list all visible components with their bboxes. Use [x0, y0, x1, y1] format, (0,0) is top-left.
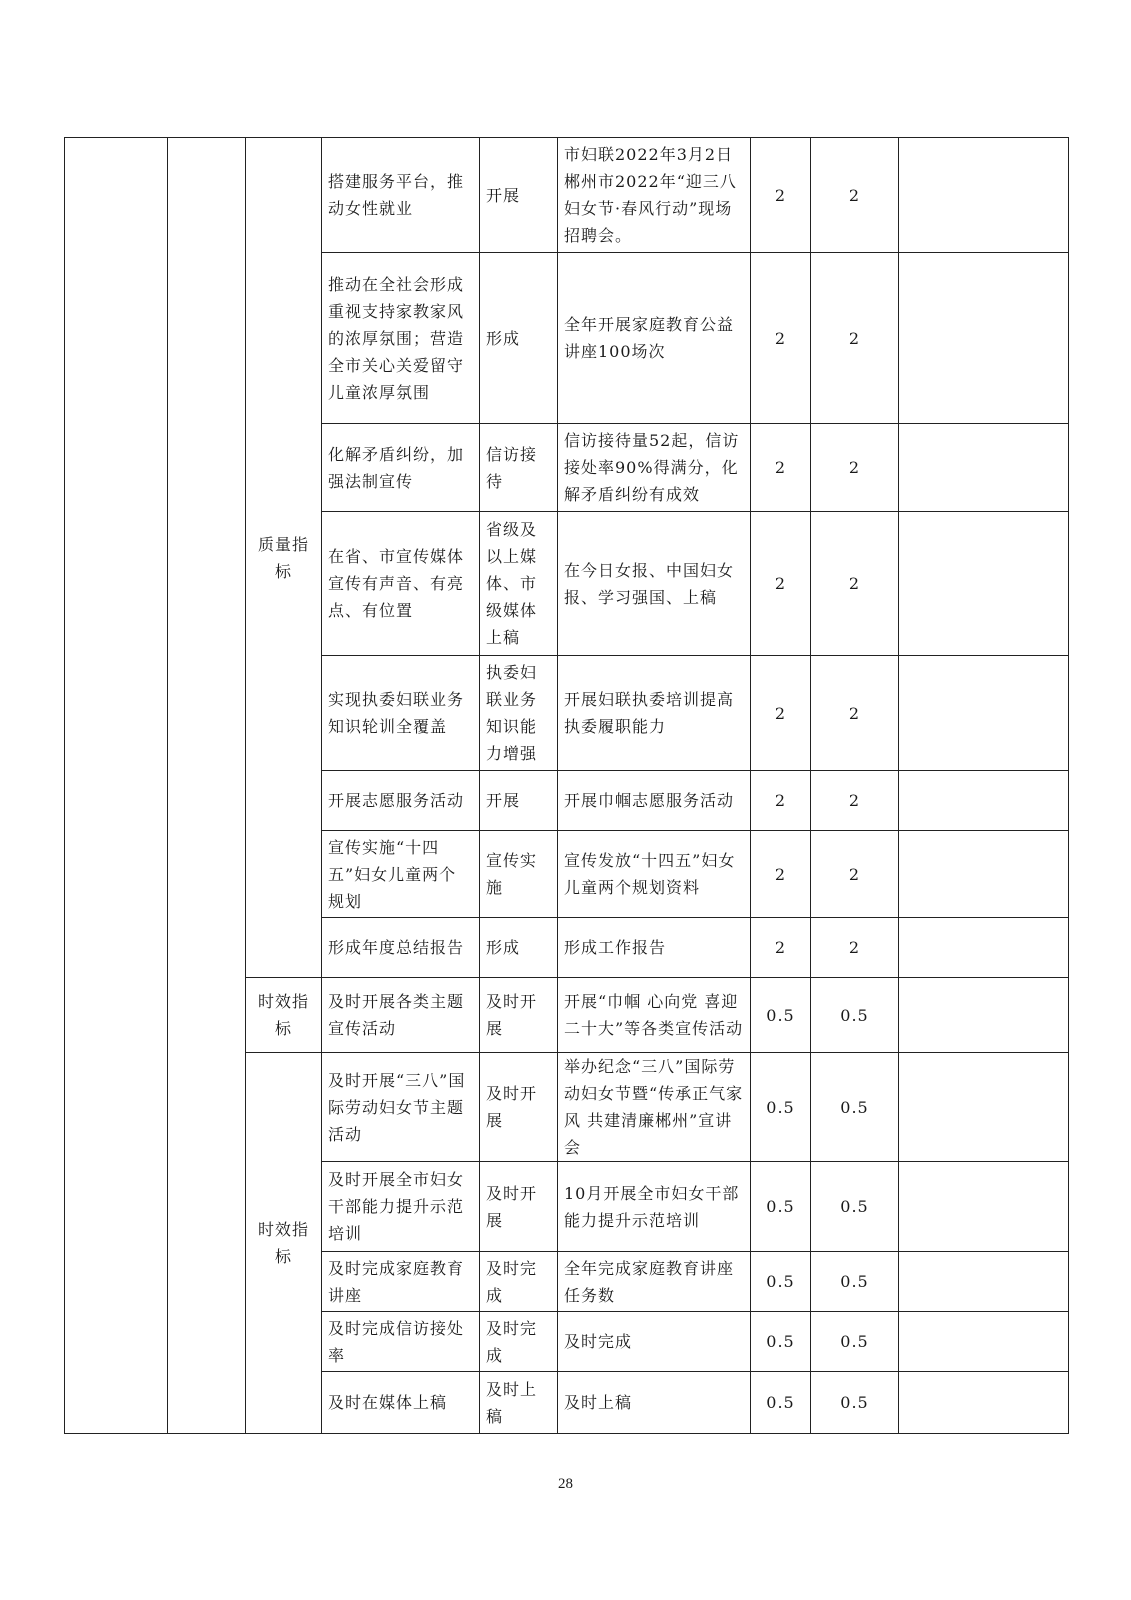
metric-cell: 执委妇联业务知识能力增强: [480, 656, 558, 771]
score-cell: 0.5: [811, 1053, 899, 1162]
score-cell: 2: [811, 918, 899, 978]
note-cell: [899, 138, 1069, 253]
target-cell: 在今日女报、中国妇女报、学习强国、上稿: [558, 512, 751, 656]
indicator-cell: 化解矛盾纠纷，加强法制宣传: [322, 424, 480, 512]
note-cell: [899, 771, 1069, 831]
target-cell: 开展巾帼志愿服务活动: [558, 771, 751, 831]
indicator-cell: 及时完成信访接处率: [322, 1312, 480, 1372]
indicator-cell: 宣传实施“十四五”妇女儿童两个规划: [322, 831, 480, 918]
score-cell: 0.5: [811, 1372, 899, 1434]
category-cell: 时效指标: [246, 1053, 322, 1434]
target-cell: 市妇联2022年3月2日郴州市2022年“迎三八妇女节·春风行动”现场招聘会。: [558, 138, 751, 253]
score-cell: 0.5: [811, 1162, 899, 1252]
metric-cell: 及时开展: [480, 1053, 558, 1162]
table-row: [65, 138, 1069, 253]
weight-cell: 0.5: [751, 1162, 811, 1252]
target-cell: 及时完成: [558, 1312, 751, 1372]
metric-cell: 及时开展: [480, 1162, 558, 1252]
score-cell: 2: [811, 831, 899, 918]
indicator-cell: 推动在全社会形成重视支持家教家风的浓厚氛围；营造全市关心关爱留守儿童浓厚氛围: [322, 253, 480, 424]
indicator-cell: 及时完成家庭教育讲座: [322, 1252, 480, 1312]
target-cell: 宣传发放“十四五”妇女儿童两个规划资料: [558, 831, 751, 918]
indicator-cell: 及时开展全市妇女干部能力提升示范培训: [322, 1162, 480, 1252]
indicator-cell: 及时开展各类主题宣传活动: [322, 978, 480, 1053]
level1-cell: [65, 138, 168, 1434]
weight-cell: 2: [751, 771, 811, 831]
target-cell: 及时上稿: [558, 1372, 751, 1434]
target-cell: 10月开展全市妇女干部能力提升示范培训: [558, 1162, 751, 1252]
target-cell: 开展“巾帼 心向党 喜迎二十大”等各类宣传活动: [558, 978, 751, 1053]
target-cell: 全年开展家庭教育公益讲座100场次: [558, 253, 751, 424]
weight-cell: 0.5: [751, 1312, 811, 1372]
note-cell: [899, 656, 1069, 771]
note-cell: [899, 1053, 1069, 1162]
note-cell: [899, 978, 1069, 1053]
weight-cell: 2: [751, 512, 811, 656]
note-cell: [899, 424, 1069, 512]
category-cell: 质量指标: [246, 138, 322, 978]
weight-cell: 0.5: [751, 1252, 811, 1312]
metric-cell: 及时完成: [480, 1252, 558, 1312]
metric-cell: 及时开展: [480, 978, 558, 1053]
metric-cell: 开展: [480, 138, 558, 253]
score-cell: 2: [811, 253, 899, 424]
weight-cell: 2: [751, 253, 811, 424]
weight-cell: 2: [751, 424, 811, 512]
metric-cell: 开展: [480, 771, 558, 831]
metric-cell: 形成: [480, 918, 558, 978]
target-cell: 全年完成家庭教育讲座任务数: [558, 1252, 751, 1312]
score-cell: 2: [811, 138, 899, 253]
score-cell: 0.5: [811, 1252, 899, 1312]
indicator-cell: 在省、市宣传媒体宣传有声音、有亮点、有位置: [322, 512, 480, 656]
target-cell: 举办纪念“三八”国际劳动妇女节暨“传承正气家风 共建清廉郴州”宣讲会: [558, 1053, 751, 1162]
note-cell: [899, 918, 1069, 978]
target-cell: 开展妇联执委培训提高执委履职能力: [558, 656, 751, 771]
performance-table: [64, 137, 1069, 1434]
note-cell: [899, 831, 1069, 918]
score-cell: 0.5: [811, 978, 899, 1053]
note-cell: [899, 512, 1069, 656]
score-cell: 2: [811, 771, 899, 831]
indicator-cell: 形成年度总结报告: [322, 918, 480, 978]
metric-cell: 宣传实施: [480, 831, 558, 918]
metric-cell: 省级及以上媒体、市级媒体上稿: [480, 512, 558, 656]
weight-cell: 0.5: [751, 1372, 811, 1434]
weight-cell: 2: [751, 918, 811, 978]
score-cell: 2: [811, 512, 899, 656]
score-cell: 2: [811, 656, 899, 771]
weight-cell: 0.5: [751, 978, 811, 1053]
target-cell: 信访接待量52起，信访接处率90%得满分，化解矛盾纠纷有成效: [558, 424, 751, 512]
note-cell: [899, 1312, 1069, 1372]
target-cell: 形成工作报告: [558, 918, 751, 978]
level2-cell: [168, 138, 246, 1434]
indicator-cell: 开展志愿服务活动: [322, 771, 480, 831]
score-cell: 2: [811, 424, 899, 512]
indicator-cell: 实现执委妇联业务知识轮训全覆盖: [322, 656, 480, 771]
weight-cell: 2: [751, 138, 811, 253]
note-cell: [899, 1372, 1069, 1434]
note-cell: [899, 253, 1069, 424]
category-cell: 时效指标: [246, 978, 322, 1053]
note-cell: [899, 1252, 1069, 1312]
metric-cell: 及时完成: [480, 1312, 558, 1372]
indicator-cell: 及时开展“三八”国际劳动妇女节主题活动: [322, 1053, 480, 1162]
weight-cell: 2: [751, 656, 811, 771]
metric-cell: 形成: [480, 253, 558, 424]
weight-cell: 2: [751, 831, 811, 918]
metric-cell: 及时上稿: [480, 1372, 558, 1434]
indicator-cell: 搭建服务平台，推动女性就业: [322, 138, 480, 253]
weight-cell: 0.5: [751, 1053, 811, 1162]
metric-cell: 信访接待: [480, 424, 558, 512]
score-cell: 0.5: [811, 1312, 899, 1372]
page-number: 28: [558, 1476, 573, 1492]
note-cell: [899, 1162, 1069, 1252]
indicator-cell: 及时在媒体上稿: [322, 1372, 480, 1434]
